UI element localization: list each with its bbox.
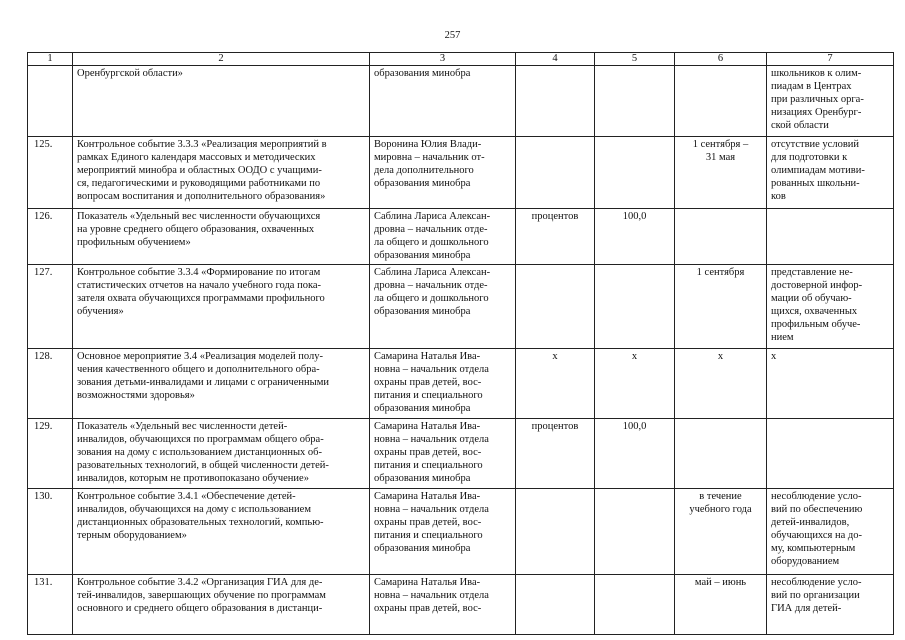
header-row [28,53,894,66]
value-cell [595,349,675,419]
event-cell [73,349,370,419]
cell-line: нием [771,332,794,343]
cell-line: зования детьми-инвалидами и лицами с ограниченными [77,377,329,388]
cell-line: обучения» [77,306,124,317]
table-row [28,349,894,419]
cell-line: основного и среднего общего образования в дистанци- [77,603,323,614]
cell-line: ков [771,191,786,202]
risk-cell [767,575,894,635]
table-row [28,137,894,209]
cell-line: ГИА для детей- [771,603,842,614]
cell-line: май – июнь [694,577,747,588]
cell-line: Контрольное событие 3.4.1 «Обеспечение детей- [77,491,296,502]
table-row [28,209,894,265]
event-cell [73,489,370,575]
cell-line: мировна – начальник от- [374,152,485,163]
cell-line: х [631,351,638,362]
date-cell [675,489,767,575]
cell-line: Контрольное событие 3.3.3 «Реализация мероприятий в [77,139,327,150]
cell-line: охраны прав детей, вос- [374,603,482,614]
row-number-cell: 130. [28,489,73,575]
table-row [28,419,894,489]
cell-line: Контрольное событие 3.3.4 «Формирование по итогам [77,267,321,278]
cell-line: возможностями здоровья» [77,390,195,401]
cell-line: несоблюдение усло- [771,577,862,588]
cell-line: дровна – начальник отде- [374,224,488,235]
responsible-cell [370,349,516,419]
table-row [28,489,894,575]
cell-line: новна – начальник отдела [374,434,489,445]
cell-line: представление не- [771,267,853,278]
cell-line: достоверной инфор- [771,280,863,291]
value-cell [595,209,675,265]
cell-line: Самарина Наталья Ива- [374,351,481,362]
cell-line: х [717,351,724,362]
cell-line: ла общего и дошкольного [374,293,489,304]
cell-line: терным оборудованием» [77,530,187,541]
date-cell [675,265,767,349]
cell-line: новна – начальник отдела [374,590,489,601]
row-number-cell [28,66,73,137]
value-cell [595,265,675,349]
cell-line: Показатель «Удельный вес численности обучающихся [77,211,321,222]
cell-line: х [552,351,558,362]
cell-line: тей-инвалидов, завершающих обучение по программам [77,590,326,601]
cell-line: статистических отчетов на начало учебного года пока- [77,280,322,291]
cell-line: пиадам в Центрах [771,81,852,92]
cell-line: дистанционных образовательных технологий, компью- [77,517,324,528]
risk-cell [767,419,894,489]
cell-line: инвалидов, которым не противопоказано обучение» [77,473,309,484]
cell-line: рованных школьни- [771,178,860,189]
cell-line: в течение [699,491,742,502]
cell-line: несоблюдение усло- [771,491,862,502]
date-cell [675,349,767,419]
cell-line: учебного года [689,504,752,515]
unit-cell [516,349,595,419]
risk-cell [767,137,894,209]
cell-line: профильным обучением» [77,237,191,248]
cell-line: олимпиадам мотиви- [771,165,865,176]
column-header: 4 [516,53,595,66]
cell-line: 31 мая [705,152,736,163]
row-number-cell: 131. [28,575,73,635]
value-cell [595,66,675,137]
cell-line: дела дополнительного [374,165,474,176]
unit-cell [516,66,595,137]
event-cell [73,66,370,137]
cell-line: дровна – начальник отде- [374,280,488,291]
cell-line: ся, педагогическими и руководящими работниками по [77,178,321,189]
cell-line: Контрольное событие 3.4.2 «Организация ГИА для де- [77,577,323,588]
cell-line: вий по обеспечению [771,504,863,515]
value-cell [595,419,675,489]
cell-line: 100,0 [622,211,647,222]
cell-line: вопросам воспитания и дополнительного образования» [77,191,326,202]
cell-line: 1 сентября [696,267,745,278]
responsible-cell [370,489,516,575]
date-cell [675,209,767,265]
risk-cell [767,66,894,137]
unit-cell [516,489,595,575]
risk-cell [767,349,894,419]
cell-line: оборудованием [771,556,840,567]
cell-line: 100,0 [622,421,647,432]
table-row [28,575,894,635]
value-cell [595,489,675,575]
cell-line: Оренбургской области» [77,68,183,79]
date-cell [675,66,767,137]
cell-line: Воронина Юлия Влади- [374,139,482,150]
date-cell [675,575,767,635]
cell-line: новна – начальник отдела [374,504,489,515]
date-cell [675,419,767,489]
cell-line: питания и специального [374,460,483,471]
event-cell [73,209,370,265]
cell-line: питания и специального [374,390,483,401]
cell-line: 1 сентября – [692,139,749,150]
cell-line: процентов [531,421,579,432]
cell-line: ла общего и дошкольного [374,237,489,248]
risk-cell [767,209,894,265]
cell-line: разовательных технологий, в общей численности детей- [77,460,329,471]
row-number-cell: 128. [28,349,73,419]
column-header: 7 [767,53,894,66]
responsible-cell [370,575,516,635]
unit-cell [516,137,595,209]
table-row [28,265,894,349]
cell-line: рамках Единого календаря массовых и методических [77,152,316,163]
risk-cell [767,265,894,349]
cell-line: Саблина Лариса Алексан- [374,267,491,278]
row-number-cell: 129. [28,419,73,489]
cell-line: вий по организации [771,590,860,601]
cell-line: Самарина Наталья Ива- [374,491,481,502]
cell-line: охраны прав детей, вос- [374,447,482,458]
table-body [28,66,894,635]
event-cell [73,265,370,349]
cell-line: на уровне среднего общего образования, охваченных [77,224,315,235]
cell-line: чения качественного общего и дополнительного обра- [77,364,320,375]
cell-line: ской области [771,120,829,131]
cell-line: х [771,351,777,362]
cell-line: инвалидов, обучающихся по программам общего обра- [77,434,324,445]
cell-line: Основное мероприятие 3.4 «Реализация моделей полу- [77,351,324,362]
column-header: 3 [370,53,516,66]
value-cell [595,575,675,635]
date-cell [675,137,767,209]
cell-line: образования минобра [374,543,471,554]
responsible-cell [370,66,516,137]
cell-line: профильным обуче- [771,319,861,330]
cell-line: отсутствие условий [771,139,860,150]
unit-cell [516,575,595,635]
cell-line: новна – начальник отдела [374,364,489,375]
plan-table [27,52,894,635]
table-row [28,66,894,137]
cell-line: инвалидов, обучающихся на дому с использованием [77,504,311,515]
responsible-cell [370,265,516,349]
cell-line: образования минобра [374,68,471,79]
page-number: 257 [444,30,461,41]
cell-line: мероприятий минобра и областных ООДО с учащими- [77,165,322,176]
value-cell [595,137,675,209]
responsible-cell [370,419,516,489]
cell-line: низациях Оренбург- [771,107,862,118]
column-header: 6 [675,53,767,66]
event-cell [73,575,370,635]
column-header: 1 [28,53,73,66]
unit-cell [516,265,595,349]
column-header: 2 [73,53,370,66]
cell-line: школьников к олим- [771,68,862,79]
cell-line: Показатель «Удельный вес численности детей- [77,421,288,432]
cell-line: при различных орга- [771,94,864,105]
cell-line: образования минобра [374,473,471,484]
row-number-cell: 125. [28,137,73,209]
cell-line: мации об обучаю- [771,293,852,304]
cell-line: процентов [531,211,579,222]
cell-line: образования минобра [374,250,471,261]
cell-line: образования минобра [374,306,471,317]
cell-line: для подготовки к [771,152,848,163]
cell-line: зателя охвата обучающихся программами профильного [77,293,325,304]
cell-line: обучающихся на до- [771,530,862,541]
cell-line: Самарина Наталья Ива- [374,421,481,432]
responsible-cell [370,209,516,265]
unit-cell [516,209,595,265]
unit-cell [516,419,595,489]
event-cell [73,137,370,209]
cell-line: охраны прав детей, вос- [374,517,482,528]
column-header: 5 [595,53,675,66]
responsible-cell [370,137,516,209]
cell-line: охраны прав детей, вос- [374,377,482,388]
cell-line: образования минобра [374,178,471,189]
cell-line: детей-инвалидов, [771,517,850,528]
row-number-cell: 127. [28,265,73,349]
event-cell [73,419,370,489]
cell-line: Самарина Наталья Ива- [374,577,481,588]
cell-line: питания и специального [374,530,483,541]
cell-line: образования минобра [374,403,471,414]
cell-line: му, компьютерным [771,543,856,554]
row-number-cell: 126. [28,209,73,265]
cell-line: щихся, охваченных [771,306,858,317]
risk-cell [767,489,894,575]
cell-line: зования на дому с использованием дистанционных об- [77,447,322,458]
cell-line: Саблина Лариса Алексан- [374,211,491,222]
